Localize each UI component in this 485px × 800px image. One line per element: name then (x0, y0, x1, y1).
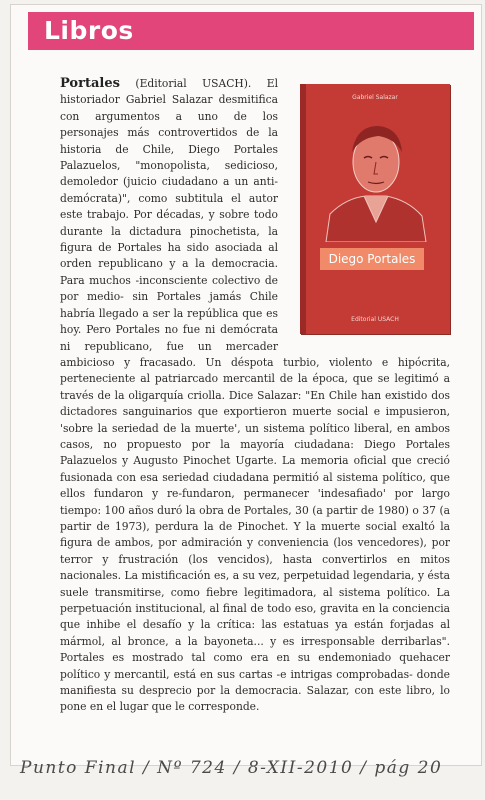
review-body: (Editorial USACH). El historiador Gabriel Salazar desmitifica con argumentos a uno de los personajes más controvertidos de la historia de Chile, Diego Portales Palazuelos, "monopolista, sedicioso, demoledor (juicio ciudadano a un anti-demócrata)", como subtitula el autor este trabajo. Por décadas, y sobre todo durante la dictadura pinochetista, la figura de Portales ha sido asociada al orden republicano y a la democracia. Para muchos -inconsciente colectivo de por medio- sin Portales jamás Chile habría llegado a ser la república que es hoy. Pero Portales no fue ni demócrata ni republicano, fue un mercader ambicioso y fracasado. Un déspota turbio, violento e hipócrita, perteneciente al patriarcado mercantil de la época, que se legitimó a través de la oligarquía criolla. Dice Salazar: "En Chile han existido dos dictadores sanguinarios que exportieron muerte social e impusieron, 'sobre la seriedad de la muerte', un sistema político liberal, en ambos casos, no propuesto por la mayoría ciudadana: Diego Portales Palazuelos y Augusto Pinochet Ugarte. La memoria oficial que creció fusionada con esa seriedad ciudadana permitió al sistema político, que ellos fundaron y re-fundaron, permanecer 'indesafiado' por largo tiempo: 100 años duró la obra de Portales, 30 (a partir de 1980) o 37 (a partir de 1973), perdura la de Pinochet. Y la muerte social exaltó la figura de ambos, por admiración y conveniencia (los vencedores), por terror y frustración (los vencidos), hasta convertirlos en mitos nacionales. La mistificación es, a su vez, perpetuidad legendaria, y ésta suele transmitirse, como fiebre legitimadora, al sistema político. La perpetuación institucional, al final de todo eso, gravita en la conciencia que inhibe el desafío y la crítica: las estatuas ya están forjadas al mármol, al bronce, a la bayoneta... y es irresponsable derribarlas". Portales es mostrado tal como era en su endemoniado quehacer político y mercantil, está en sus cartas -e intrigas comprobadas- donde manifiesta su desprecio por la democracia. Salazar, con este libro, lo pone en el lugar que le corresponde. (60, 77, 450, 714)
book-spine (300, 84, 306, 334)
handwritten-annotation (20, 756, 470, 796)
book-cover (300, 84, 450, 334)
book-cover-title: Diego Portales (320, 248, 424, 270)
book-cover-publisher: Editorial USACH (351, 316, 399, 323)
section-title: Libros (44, 16, 134, 45)
book-cover-author: Gabriel Salazar (352, 94, 398, 101)
handwritten-citation: Punto Final / Nº 724 / 8-XII-2010 / pág 20 (20, 758, 443, 778)
book-headword: Portales (60, 76, 120, 91)
portrait-illustration (316, 106, 436, 242)
section-header (28, 12, 474, 50)
